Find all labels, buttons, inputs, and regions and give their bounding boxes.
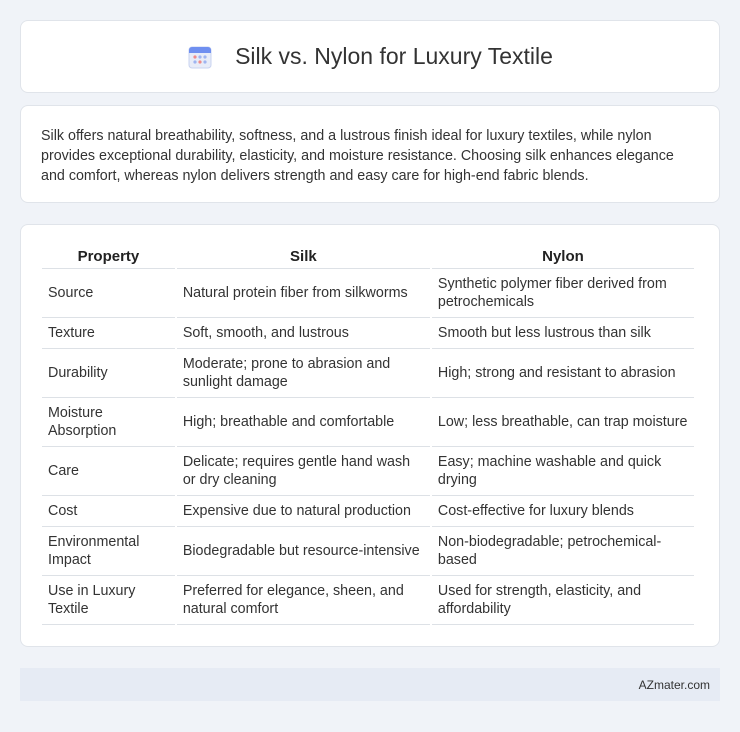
title-wrap (187, 43, 553, 70)
property-cell: Care (42, 447, 175, 496)
silk-cell: Natural protein fiber from silkworms (177, 269, 430, 318)
nylon-cell: Cost-effective for luxury blends (432, 496, 694, 527)
table-row (42, 447, 694, 496)
table-row (42, 398, 694, 447)
title-card (20, 20, 720, 93)
table-row (42, 349, 694, 398)
property-cell: Use in Luxury Textile (42, 576, 175, 625)
table-row (42, 576, 694, 625)
property-cell: Texture (42, 318, 175, 349)
table-card (20, 224, 720, 647)
table-row (42, 318, 694, 349)
header-nylon: Nylon (432, 242, 694, 269)
property-cell: Environmental Impact (42, 527, 175, 576)
nylon-cell: Easy; machine washable and quick drying (432, 447, 694, 496)
silk-cell: Delicate; requires gentle hand wash or dry cleaning (177, 447, 430, 496)
property-cell: Moisture Absorption (42, 398, 175, 447)
table-row (42, 269, 694, 318)
silk-cell: Preferred for elegance, sheen, and natural comfort (177, 576, 430, 625)
page-title: Silk vs. Nylon for Luxury Textile (235, 43, 553, 69)
header-property: Property (42, 242, 175, 269)
nylon-cell: Low; less breathable, can trap moisture (432, 398, 694, 447)
intro-card (20, 105, 720, 203)
table-row (42, 496, 694, 527)
table-header-row (42, 242, 694, 269)
silk-cell: Soft, smooth, and lustrous (177, 318, 430, 349)
silk-cell: Biodegradable but resource-intensive (177, 527, 430, 576)
footer-credit[interactable]: AZmater.com (638, 677, 710, 692)
nylon-cell: Used for strength, elasticity, and affordability (432, 576, 694, 625)
header-silk: Silk (177, 242, 430, 269)
silk-cell: Expensive due to natural production (177, 496, 430, 527)
silk-cell: Moderate; prone to abrasion and sunlight damage (177, 349, 430, 398)
nylon-cell: High; strong and resistant to abrasion (432, 349, 694, 398)
property-cell: Durability (42, 349, 175, 398)
comparison-table (40, 242, 696, 625)
footer (20, 668, 720, 701)
nylon-cell: Synthetic polymer fiber derived from petrochemicals (432, 269, 694, 318)
intro-text: Silk offers natural breathability, softness, and a lustrous finish ideal for luxury textiles, while nylon provides exceptional durability, elasticity, and moisture resistance. Choosing silk enhances elegance and comfort, whereas nylon delivers strength and easy care for high-end fabric blends. (41, 128, 674, 184)
nylon-cell: Non-biodegradable; petrochemical-based (432, 527, 694, 576)
calendar-grid-icon (187, 44, 213, 70)
table-row (42, 527, 694, 576)
nylon-cell: Smooth but less lustrous than silk (432, 318, 694, 349)
property-cell: Cost (42, 496, 175, 527)
property-cell: Source (42, 269, 175, 318)
silk-cell: High; breathable and comfortable (177, 398, 430, 447)
